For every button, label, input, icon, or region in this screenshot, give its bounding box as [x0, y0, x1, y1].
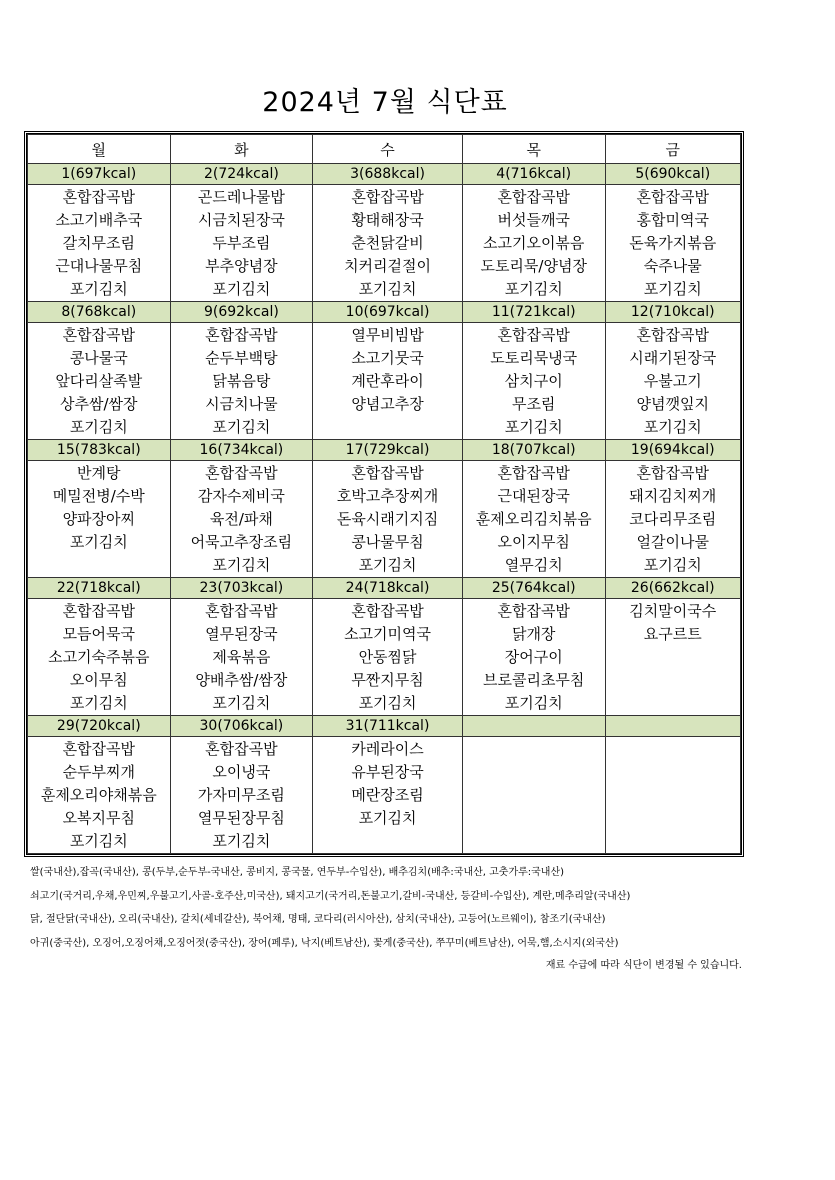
menu-item: 반계탕	[77, 464, 121, 482]
menu-cell	[462, 185, 605, 302]
weekday-mon: 월	[28, 135, 171, 164]
menu-item: 육전/파채	[209, 510, 273, 528]
menu-cell	[28, 323, 171, 440]
menu-item: 상추쌈/쌈장	[60, 395, 138, 413]
menu-item: 혼합잡곡밥	[62, 188, 136, 206]
date-cell: 29(720kcal)	[28, 716, 171, 737]
menu-item: 카레라이스	[351, 740, 424, 758]
menu-item: 혼합잡곡밥	[351, 188, 424, 206]
origin-note: 쇠고기(국거리,우채,우민찌,우불고기,사골-호주산,미국산), 돼지고기(국거리,돈불고기,갈비-국내산, 등갈비-수입산), 계란,메추리알(국내산)	[30, 890, 631, 902]
menu-item: 모듬어묵국	[62, 625, 136, 643]
menu-item: 버섯들깨국	[497, 211, 570, 229]
date-row	[28, 302, 741, 323]
date-cell: 30(706kcal)	[170, 716, 313, 737]
menu-cell	[313, 185, 463, 302]
menu-item	[606, 669, 741, 692]
menu-item: 포기김치	[358, 809, 417, 827]
menu-item: 열무김치	[504, 556, 563, 574]
menu-item: 혼합잡곡밥	[351, 464, 424, 482]
menu-cell	[462, 461, 605, 578]
menu-item: 포기김치	[358, 694, 417, 712]
menu-item: 우불고기	[643, 372, 702, 390]
menu-cell	[28, 599, 171, 716]
date-cell: 3(688kcal)	[313, 164, 463, 185]
menu-item: 갈치무조림	[62, 234, 136, 252]
menu-item	[606, 646, 741, 669]
menu-item: 열무비빔밥	[351, 326, 424, 344]
menu-item	[463, 807, 605, 830]
menu-item: 순두부찌개	[62, 763, 136, 781]
weekday-header-row	[28, 135, 741, 164]
menu-item: 오이무침	[69, 671, 128, 689]
menu-item: 혼합잡곡밥	[62, 740, 136, 758]
date-cell: 8(768kcal)	[28, 302, 171, 323]
menu-row	[28, 737, 741, 854]
menu-cell	[462, 599, 605, 716]
menu-item: 훈제오리야채볶음	[40, 786, 157, 804]
menu-item: 시금치나물	[205, 395, 278, 413]
menu-cell	[170, 323, 313, 440]
menu-item: 혼합잡곡밥	[636, 464, 709, 482]
menu-cell	[313, 461, 463, 578]
menu-item: 포기김치	[358, 556, 417, 574]
menu-item: 열무된장국	[205, 625, 278, 643]
menu-item: 소고기미역국	[344, 625, 432, 643]
menu-cell	[28, 461, 171, 578]
menu-item: 혼합잡곡밥	[497, 464, 570, 482]
weekday-tue: 화	[170, 135, 313, 164]
menu-item: 혼합잡곡밥	[205, 602, 278, 620]
menu-item: 돈육시래기지짐	[336, 510, 439, 528]
menu-cell	[28, 185, 171, 302]
menu-item: 포기김치	[69, 280, 128, 298]
date-cell: 17(729kcal)	[313, 440, 463, 461]
menu-item: 양배추쌈/쌈장	[195, 671, 288, 689]
menu-item: 포기김치	[212, 280, 271, 298]
menu-item: 앞다리살족발	[55, 372, 143, 390]
menu-item: 혼합잡곡밥	[351, 602, 424, 620]
menu-item: 양념깻잎지	[636, 395, 709, 413]
weekday-wed: 수	[313, 135, 463, 164]
menu-item: 제육볶음	[212, 648, 271, 666]
menu-item: 근대나물무침	[55, 257, 143, 275]
menu-item: 김치말이국수	[629, 602, 717, 620]
date-cell: 9(692kcal)	[170, 302, 313, 323]
menu-cell	[170, 737, 313, 854]
menu-cell	[170, 599, 313, 716]
menu-item: 얼갈이나물	[636, 533, 709, 551]
menu-item: 혼합잡곡밥	[62, 602, 136, 620]
menu-item: 포기김치	[643, 418, 702, 436]
date-cell: 26(662kcal)	[605, 578, 741, 599]
date-cell: 10(697kcal)	[313, 302, 463, 323]
date-cell: 5(690kcal)	[605, 164, 741, 185]
menu-item: 오복지무침	[62, 809, 136, 827]
weekday-fri: 금	[605, 135, 741, 164]
menu-item: 혼합잡곡밥	[62, 326, 136, 344]
menu-item: 포기김치	[69, 533, 128, 551]
menu-item: 콩나물국	[69, 349, 128, 367]
menu-cell	[605, 599, 741, 716]
menu-item: 혼합잡곡밥	[205, 464, 278, 482]
menu-item: 순두부백탕	[205, 349, 278, 367]
date-cell: 4(716kcal)	[462, 164, 605, 185]
menu-item: 소고기뭇국	[351, 349, 424, 367]
date-cell: 25(764kcal)	[462, 578, 605, 599]
menu-item: 소고기배추국	[55, 211, 143, 229]
date-cell: 12(710kcal)	[605, 302, 741, 323]
menu-item: 시금치된장국	[197, 211, 285, 229]
menu-item: 어묵고추장조림	[190, 533, 293, 551]
menu-row	[28, 599, 741, 716]
date-cell: 2(724kcal)	[170, 164, 313, 185]
menu-item: 메밀전병/수박	[52, 487, 145, 505]
menu-item: 오이냉국	[212, 763, 271, 781]
menu-cell	[313, 737, 463, 854]
menu-item	[606, 738, 741, 761]
menu-item: 유부된장국	[351, 763, 424, 781]
menu-item: 포기김치	[643, 280, 702, 298]
date-cell: 1(697kcal)	[28, 164, 171, 185]
menu-cell	[605, 737, 741, 854]
menu-table	[24, 131, 744, 857]
menu-item: 혼합잡곡밥	[205, 326, 278, 344]
menu-item: 치커리겉절이	[344, 257, 432, 275]
menu-item: 혼합잡곡밥	[636, 326, 709, 344]
menu-item: 근대된장국	[497, 487, 570, 505]
menu-item: 콩나물무침	[351, 533, 424, 551]
date-cell: 18(707kcal)	[462, 440, 605, 461]
menu-item: 돼지김치찌개	[629, 487, 717, 505]
menu-item: 계란후라이	[351, 372, 424, 390]
date-cell: 31(711kcal)	[313, 716, 463, 737]
menu-item	[606, 830, 741, 853]
menu-item: 시래기된장국	[629, 349, 717, 367]
date-cell: 24(718kcal)	[313, 578, 463, 599]
menu-row	[28, 323, 741, 440]
menu-cell	[170, 461, 313, 578]
origin-note: 아귀(중국산), 오징어,오징어채,오징어젓(중국산), 장어(페루), 낙지(베트남산), 꽃게(중국산), 쭈꾸미(베트남산), 어묵,햄,소시지(외국산)	[30, 937, 619, 949]
menu-item: 양념고추장	[351, 395, 424, 413]
date-cell	[462, 716, 605, 737]
menu-item: 포기김치	[212, 418, 271, 436]
menu-item: 요구르트	[643, 625, 702, 643]
menu-item: 혼합잡곡밥	[205, 740, 278, 758]
menu-item: 혼합잡곡밥	[497, 326, 570, 344]
menu-item: 도토리묵냉국	[490, 349, 578, 367]
origin-note: 쌀(국내산),잡곡(국내산), 콩(두부,순두부-국내산, 콩비지, 콩국물, 연두부-수입산), 배추김치(배추:국내산, 고춧가루:국내산)	[30, 867, 565, 878]
menu-item: 도토리묵/양념장	[480, 257, 587, 275]
menu-item: 장어구이	[504, 648, 563, 666]
date-row	[28, 716, 741, 737]
date-cell	[605, 716, 741, 737]
menu-item: 홍합미역국	[636, 211, 709, 229]
menu-item	[606, 807, 741, 830]
menu-item	[463, 784, 605, 807]
menu-item	[463, 761, 605, 784]
date-cell: 19(694kcal)	[605, 440, 741, 461]
menu-item: 안동찜닭	[358, 648, 417, 666]
menu-item: 포기김치	[69, 832, 128, 850]
menu-item: 춘천닭갈비	[351, 234, 424, 252]
page-title: 2024년 7월 식단표	[262, 87, 508, 118]
menu-cell	[313, 599, 463, 716]
menu-item: 포기김치	[212, 694, 271, 712]
menu-item: 혼합잡곡밥	[497, 602, 570, 620]
date-cell: 23(703kcal)	[170, 578, 313, 599]
menu-item: 포기김치	[643, 556, 702, 574]
menu-item: 삼치구이	[504, 372, 563, 390]
menu-item: 감자수제비국	[197, 487, 285, 505]
date-cell: 22(718kcal)	[28, 578, 171, 599]
menu-item: 포기김치	[504, 280, 563, 298]
menu-cell	[170, 185, 313, 302]
menu-item: 포기김치	[212, 556, 271, 574]
menu-cell	[313, 323, 463, 440]
menu-cell	[605, 185, 741, 302]
menu-item: 소고기숙주볶음	[48, 648, 150, 666]
menu-item: 가자미무조림	[197, 786, 285, 804]
menu-item	[606, 692, 741, 715]
weekday-thu: 목	[462, 135, 605, 164]
menu-cell	[605, 323, 741, 440]
menu-item: 양파장아찌	[62, 510, 136, 528]
menu-item: 호박고추장찌개	[336, 487, 439, 505]
menu-item: 코다리무조림	[629, 510, 717, 528]
menu-item	[28, 554, 170, 577]
menu-item: 무짠지무침	[351, 671, 424, 689]
menu-item: 돈육가지볶음	[629, 234, 717, 252]
menu-cell	[462, 737, 605, 854]
date-row	[28, 440, 741, 461]
menu-item: 브로콜리초무침	[482, 671, 585, 689]
menu-item	[313, 830, 462, 853]
menu-item: 포기김치	[504, 418, 563, 436]
origin-note: 닭, 절단닭(국내산), 오리(국내산), 갈치(세네갈산), 북어채, 명태, 코다리(러시아산), 삼치(국내산), 고등어(노르웨이), 참조기(국내산)	[30, 914, 606, 925]
menu-item: 곤드레나물밥	[197, 188, 285, 206]
menu-item: 무조림	[511, 395, 556, 413]
menu-item: 혼합잡곡밥	[497, 188, 570, 206]
menu-item: 혼합잡곡밥	[636, 188, 709, 206]
menu-item: 황태해장국	[351, 211, 424, 229]
menu-item: 열무된장무침	[197, 809, 285, 827]
menu-item: 포기김치	[69, 418, 128, 436]
menu-item: 소고기오이볶음	[482, 234, 585, 252]
menu-item: 포기김치	[69, 694, 128, 712]
menu-item: 닭개장	[511, 625, 556, 643]
menu-item: 숙주나물	[643, 257, 702, 275]
date-cell: 16(734kcal)	[170, 440, 313, 461]
menu-item	[606, 784, 741, 807]
menu-item: 훈제오리김치볶음	[475, 510, 592, 528]
menu-item: 두부조림	[212, 234, 271, 252]
menu-item: 메란장조림	[351, 786, 424, 804]
menu-item: 포기김치	[212, 832, 271, 850]
menu-item	[463, 738, 605, 761]
date-row	[28, 164, 741, 185]
menu-item: 오이지무침	[497, 533, 570, 551]
menu-cell	[462, 323, 605, 440]
menu-item	[313, 416, 462, 439]
menu-item: 닭볶음탕	[212, 372, 271, 390]
menu-item	[606, 761, 741, 784]
menu-row	[28, 185, 741, 302]
menu-item: 포기김치	[504, 694, 563, 712]
date-row	[28, 578, 741, 599]
menu-item: 부추양념장	[205, 257, 278, 275]
menu-item	[463, 830, 605, 853]
disclaimer: 재료 수급에 따라 식단이 변경될 수 있습니다.	[545, 960, 742, 971]
menu-row	[28, 461, 741, 578]
date-cell: 15(783kcal)	[28, 440, 171, 461]
origin-notes	[30, 863, 750, 957]
menu-item: 포기김치	[358, 280, 417, 298]
menu-cell	[28, 737, 171, 854]
menu-cell	[605, 461, 741, 578]
date-cell: 11(721kcal)	[462, 302, 605, 323]
